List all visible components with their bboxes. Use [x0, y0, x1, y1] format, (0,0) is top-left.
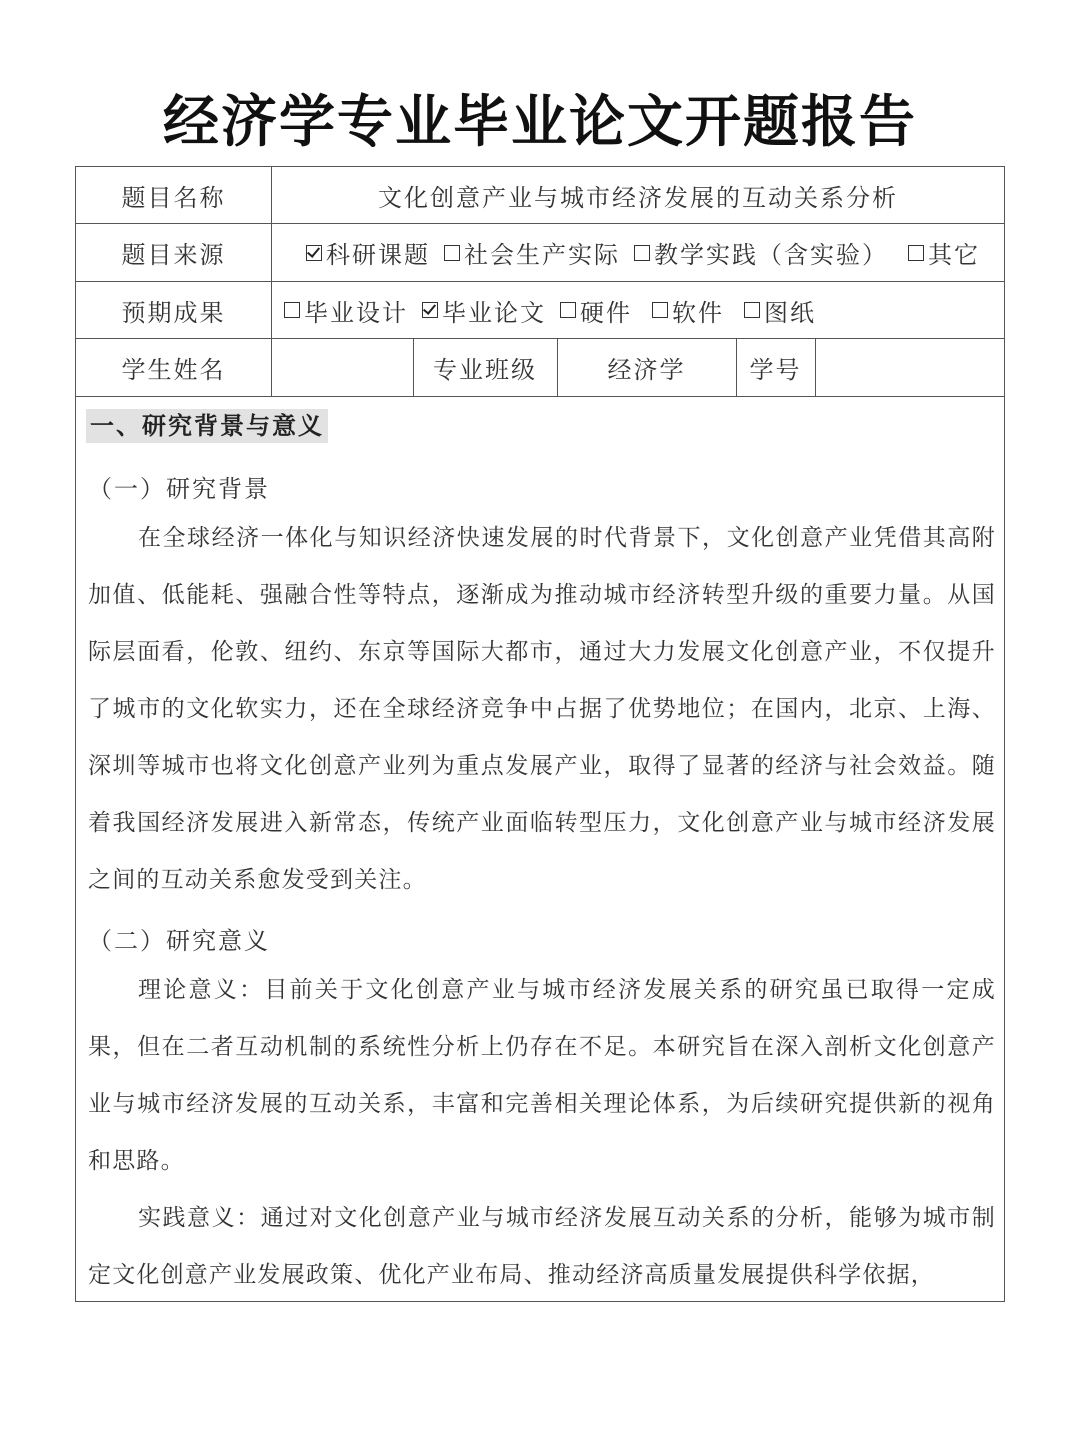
source-option-production[interactable]: 社会生产实际 — [444, 235, 620, 270]
source-label: 题目来源 — [76, 224, 272, 281]
student-name-label: 学生姓名 — [76, 339, 272, 396]
practice-paragraph: 实践意义：通过对文化创意产业与城市经济发展互动关系的分析，能够为城市制定文化创意产业发展政策、优化产业布局、推动经济高质量发展提供科学依据， — [88, 1205, 996, 1288]
outcome-option-hardware[interactable]: 硬件 — [560, 293, 632, 328]
theory-paragraph: 理论意义：目前关于文化创意产业与城市经济发展关系的研究虽已取得一定成果，但在二者互动机制的系统性分析上仍存在不足。本研究旨在深入剖析文化创意产业与城市经济发展的互动关系，丰富和完善相关理论体系，为后续研究提供新的视角和思路。 — [88, 977, 996, 1174]
topic-value: 文化创意产业与城市经济发展的互动关系分析 — [378, 183, 898, 212]
checkbox-icon[interactable] — [744, 302, 760, 318]
proposal-form — [75, 166, 1005, 1302]
background-paragraph: 在全球经济一体化与知识经济快速发展的时代背景下，文化创意产业凭借其高附加值、低能耗、强融合性等特点，逐渐成为推动城市经济转型升级的重要力量。从国际层面看，伦敦、纽约、东京等国际大都市，通过大力发展文化创意产业，不仅提升了城市的文化软实力，还在全球经济竞争中占据了优势地位；在国内，北京、上海、深圳等城市也将文化创意产业列为重点发展产业，取得了显著的经济与社会效益。随着我国经济发展进入新常态，传统产业面临转型压力，文化创意产业与城市经济发展之间的互动关系愈发受到关注。 — [88, 525, 996, 893]
outcome-option-software[interactable]: 软件 — [652, 293, 724, 328]
student-id-label: 学号 — [749, 356, 802, 384]
source-option-teaching[interactable]: 教学实践（含实验） — [634, 235, 888, 270]
checkbox-checked-icon[interactable] — [306, 245, 322, 261]
source-options — [306, 224, 1006, 281]
checkbox-icon[interactable] — [634, 245, 650, 261]
subsection-heading-background: （一）研究背景 — [88, 475, 270, 503]
class-label: 专业班级 — [433, 356, 537, 384]
student-name-value[interactable] — [272, 339, 413, 396]
checkbox-icon[interactable] — [284, 302, 300, 318]
outcome-option-design[interactable]: 毕业设计 — [284, 293, 408, 328]
section-heading: 一、研究背景与意义 — [86, 409, 328, 443]
outcome-options — [284, 282, 1004, 338]
topic-row — [76, 167, 1004, 224]
class-value: 经济学 — [607, 356, 686, 384]
student-id-value[interactable] — [815, 339, 1004, 396]
checkbox-checked-icon[interactable] — [422, 302, 438, 318]
outcome-label: 预期成果 — [76, 282, 272, 338]
page-title: 经济学专业毕业论文开题报告 — [163, 90, 917, 155]
student-row — [76, 339, 1004, 397]
source-option-research[interactable]: 科研课题 — [306, 235, 430, 270]
checkbox-icon[interactable] — [908, 245, 924, 261]
outcome-option-thesis[interactable]: 毕业论文 — [422, 293, 546, 328]
source-row — [76, 224, 1004, 282]
checkbox-icon[interactable] — [560, 302, 576, 318]
subsection-heading-significance: （二）研究意义 — [88, 927, 270, 955]
checkbox-icon[interactable] — [652, 302, 668, 318]
outcome-option-drawing[interactable]: 图纸 — [744, 293, 816, 328]
checkbox-icon[interactable] — [444, 245, 460, 261]
source-option-other[interactable]: 其它 — [908, 235, 980, 270]
outcome-row — [76, 282, 1004, 339]
topic-label: 题目名称 — [76, 167, 272, 223]
